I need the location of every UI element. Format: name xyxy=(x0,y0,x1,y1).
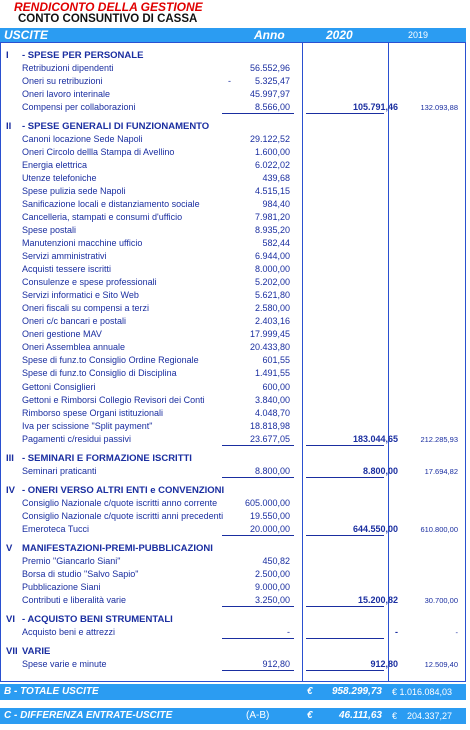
row-label: Servizi informatici e Sito Web xyxy=(22,290,139,301)
col-2019: 2019 xyxy=(408,30,429,40)
section-header xyxy=(0,484,466,497)
row-label: Consiglio Nazionale c/quote iscritti anno corrente xyxy=(22,497,218,508)
total-uscite-prev: € 1.016.084,03 xyxy=(392,687,453,697)
row-amount: 45.997,97 xyxy=(249,89,290,100)
row-label: Spese varie e minute xyxy=(22,658,107,669)
section-total-2019: 132.093,88 xyxy=(420,103,458,113)
table-row xyxy=(0,354,466,367)
table-row xyxy=(0,381,466,394)
table-row xyxy=(0,198,466,211)
row-amount: 18.818,98 xyxy=(249,420,290,431)
row-label: Consulenze e spese professionali xyxy=(22,277,157,288)
section-title: - ACQUISTO BENI STRUMENTALI xyxy=(22,613,173,625)
row-amount: 56.552,96 xyxy=(249,63,290,74)
section-title: MANIFESTAZIONI-PREMI-PUBBLICAZIONI xyxy=(22,542,213,554)
table-row xyxy=(0,276,466,289)
row-amount: 8.000,00 xyxy=(254,264,290,275)
row-amount: 29.122,52 xyxy=(249,134,290,145)
row-amount: 1.600,00 xyxy=(254,147,290,158)
row-label: Oneri Circolo dellla Stampa di Avellino xyxy=(22,147,175,158)
row-amount: 2.580,00 xyxy=(254,303,290,314)
section-total-2019: 17.694,82 xyxy=(424,466,458,476)
differenza-formula: (A-B) xyxy=(246,710,270,721)
section-title: - SPESE PER PERSONALE xyxy=(22,50,144,61)
row-amount: 4.048,70 xyxy=(254,407,290,418)
row-amount: 450,82 xyxy=(262,555,290,566)
table-row xyxy=(0,367,466,380)
table-row xyxy=(0,497,466,510)
table-row xyxy=(0,250,466,263)
differenza-prev: € 204.337,27 xyxy=(392,711,453,721)
table-row xyxy=(0,263,466,276)
table-row xyxy=(0,62,466,75)
table-row xyxy=(0,510,466,523)
section-total: 105.791,46 xyxy=(352,102,398,113)
table-row xyxy=(0,315,466,328)
table-row xyxy=(0,159,466,172)
row-label: Borsa di studio "Salvo Sapio" xyxy=(22,568,139,579)
row-label: Cancelleria, stampati e consumi d'ufficio xyxy=(22,212,183,223)
row-amount: 2.403,16 xyxy=(254,316,290,327)
row-amount: 4.515,15 xyxy=(254,186,290,197)
section-title: - ONERI VERSO ALTRI ENTI e CONVENZIONI xyxy=(22,484,225,496)
row-label: Premio "Giancarlo Siani" xyxy=(22,555,121,566)
section-header xyxy=(0,645,466,658)
row-label: Spese postali xyxy=(22,225,77,236)
row-label: Oneri lavoro interinale xyxy=(22,89,111,100)
row-label: Spese di funz.to Consiglio Ordine Regionale xyxy=(22,355,199,366)
row-label: Manutenzioni macchine ufficio xyxy=(22,238,143,249)
table-row xyxy=(0,185,466,198)
row-label: Compensi per collaborazioni xyxy=(22,102,136,113)
table-row xyxy=(0,465,466,478)
total-uscite-bar xyxy=(0,684,466,700)
row-label: Canoni locazione Sede Napoli xyxy=(22,134,143,145)
row-amount: 2.500,00 xyxy=(254,568,290,579)
row-label: Seminari praticanti xyxy=(22,465,97,476)
row-label: Oneri fiscali su compensi a terzi xyxy=(22,303,150,314)
col-2020: 2020 xyxy=(326,28,353,42)
row-label: Retribuzioni dipendenti xyxy=(22,63,114,74)
section-title: - SEMINARI E FORMAZIONE ISCRITTI xyxy=(22,452,192,464)
section-total-2019: 212.285,93 xyxy=(420,434,458,444)
section-title: - SPESE GENERALI DI FUNZIONAMENTO xyxy=(22,121,210,133)
row-label: Contributi e liberalità varie xyxy=(22,594,127,605)
table-row xyxy=(0,302,466,315)
row-label: Oneri su retribuzioni xyxy=(22,76,103,87)
row-amount: 8.566,00 xyxy=(254,102,290,113)
table-row xyxy=(0,328,466,341)
table-row xyxy=(0,224,466,237)
row-amount: 9.000,00 xyxy=(254,581,290,592)
section-number: VII xyxy=(6,645,18,657)
table-row xyxy=(0,75,466,88)
row-amount: 5.621,80 xyxy=(254,290,290,301)
row-amount: 984,40 xyxy=(262,199,290,210)
row-amount: 7.981,20 xyxy=(254,212,290,223)
row-label: Consiglio Nazionale c/quote iscritti anni precedenti xyxy=(22,510,224,521)
section-header xyxy=(0,452,466,465)
total-uscite-currency: € xyxy=(307,686,313,697)
section-total: - xyxy=(395,626,398,637)
section-total-2019: 610.800,00 xyxy=(420,524,458,534)
col-anno: Anno xyxy=(254,28,285,42)
row-amount: 6.944,00 xyxy=(254,251,290,262)
table-row xyxy=(0,146,466,159)
table-row xyxy=(0,211,466,224)
row-amount: 20.000,00 xyxy=(249,523,290,534)
table-row xyxy=(0,658,466,671)
row-amount: 20.433,80 xyxy=(249,342,290,353)
table-row xyxy=(0,394,466,407)
section-number: I xyxy=(6,50,9,61)
col-uscite: USCITE xyxy=(4,28,49,42)
table-row xyxy=(0,555,466,568)
differenza-value: 46.111,63 xyxy=(338,710,382,721)
row-amount: 3.840,00 xyxy=(254,394,290,405)
table-row xyxy=(0,568,466,581)
section-total: 912,80 xyxy=(370,658,398,669)
section-total-2019: - xyxy=(455,627,458,637)
row-amount: 8.800,00 xyxy=(254,465,290,476)
table-row xyxy=(0,237,466,250)
row-amount: 19.550,00 xyxy=(249,510,290,521)
row-label: Oneri Assemblea annuale xyxy=(22,342,126,353)
section-header xyxy=(0,613,466,626)
row-amount: 3.250,00 xyxy=(254,594,290,605)
differenza-currency: € xyxy=(307,710,313,721)
differenza-bar xyxy=(0,708,466,724)
row-label: Spese di funz.to Consiglio di Disciplina xyxy=(22,368,177,379)
row-label: Energia elettrica xyxy=(22,160,88,171)
row-amount: 6.022,02 xyxy=(254,160,290,171)
row-amount: 605.000,00 xyxy=(244,497,290,508)
table-row xyxy=(0,88,466,101)
table-row xyxy=(0,289,466,302)
table-row xyxy=(0,407,466,420)
section-total: 183.044,65 xyxy=(352,433,398,444)
table-row xyxy=(0,523,466,536)
total-uscite-value: 958.299,73 xyxy=(331,686,382,697)
table-row xyxy=(0,433,466,446)
section-number: VI xyxy=(6,613,15,625)
report-subtitle: CONTO CONSUNTIVO DI CASSA xyxy=(18,13,198,25)
section-header xyxy=(0,120,466,133)
section-total: 644.550,00 xyxy=(352,523,398,534)
row-label: Iva per scissione "Split payment" xyxy=(22,420,153,431)
table-row xyxy=(0,341,466,354)
row-label: Sanificazione locali e distanziamento sociale xyxy=(22,199,200,210)
row-label: Gettoni e Rimborsi Collegio Revisori dei Conti xyxy=(22,394,205,405)
row-label: Pagamenti c/residui passivi xyxy=(22,433,132,444)
row-amount: 5.202,00 xyxy=(254,277,290,288)
row-amount: 23.677,05 xyxy=(249,433,290,444)
table-row xyxy=(0,172,466,185)
table-row xyxy=(0,626,466,639)
row-amount: 1.491,55 xyxy=(254,368,290,379)
row-label: Utenze telefoniche xyxy=(22,173,97,184)
section-number: V xyxy=(6,542,13,554)
row-amount: 17.999,45 xyxy=(249,329,290,340)
table-row xyxy=(0,101,466,114)
row-sign: - xyxy=(228,76,231,87)
row-amount: 5.325,47 xyxy=(254,76,290,87)
section-number: II xyxy=(6,121,12,133)
row-amount: 600,00 xyxy=(262,381,290,392)
row-amount: 912,80 xyxy=(262,658,290,669)
table-row xyxy=(0,420,466,433)
table-row xyxy=(0,594,466,607)
row-label: Rimborso spese Organi istituzionali xyxy=(22,407,164,418)
row-amount: - xyxy=(287,626,290,637)
differenza-label: C - DIFFERENZA ENTRATE-USCITE xyxy=(4,710,173,721)
section-number: IV xyxy=(6,484,15,496)
section-title: VARIE xyxy=(22,645,51,657)
column-header-bar xyxy=(0,28,466,42)
report-title: RENDICONTO DELLA GESTIONE xyxy=(14,0,203,14)
row-label: Oneri gestione MAV xyxy=(22,329,102,340)
row-amount: 8.935,20 xyxy=(254,225,290,236)
row-label: Emeroteca Tucci xyxy=(22,523,90,534)
row-label: Spese pulizia sede Napoli xyxy=(22,186,126,197)
section-total-2019: 12.509,40 xyxy=(424,659,458,669)
row-amount: 601,55 xyxy=(262,355,290,366)
section-total: 15.200,82 xyxy=(357,594,398,605)
table-row xyxy=(0,581,466,594)
row-amount: 582,44 xyxy=(262,238,290,249)
section-number: III xyxy=(6,452,14,464)
total-uscite-label: B - TOTALE USCITE xyxy=(4,686,99,697)
section-header xyxy=(0,49,466,62)
row-label: Servizi amministrativi xyxy=(22,251,107,262)
table-row xyxy=(0,133,466,146)
section-total-2019: 30.700,00 xyxy=(424,595,458,605)
row-amount: 439,68 xyxy=(262,173,290,184)
row-label: Pubblicazione Siani xyxy=(22,581,101,592)
row-label: Oneri c/c bancari e postali xyxy=(22,316,127,327)
section-total: 8.800,00 xyxy=(362,465,398,476)
row-label: Gettoni Consiglieri xyxy=(22,381,96,392)
row-label: Acquisto beni e attrezzi xyxy=(22,626,116,637)
row-label: Acquisti tessere iscritti xyxy=(22,264,112,275)
section-header xyxy=(0,542,466,555)
